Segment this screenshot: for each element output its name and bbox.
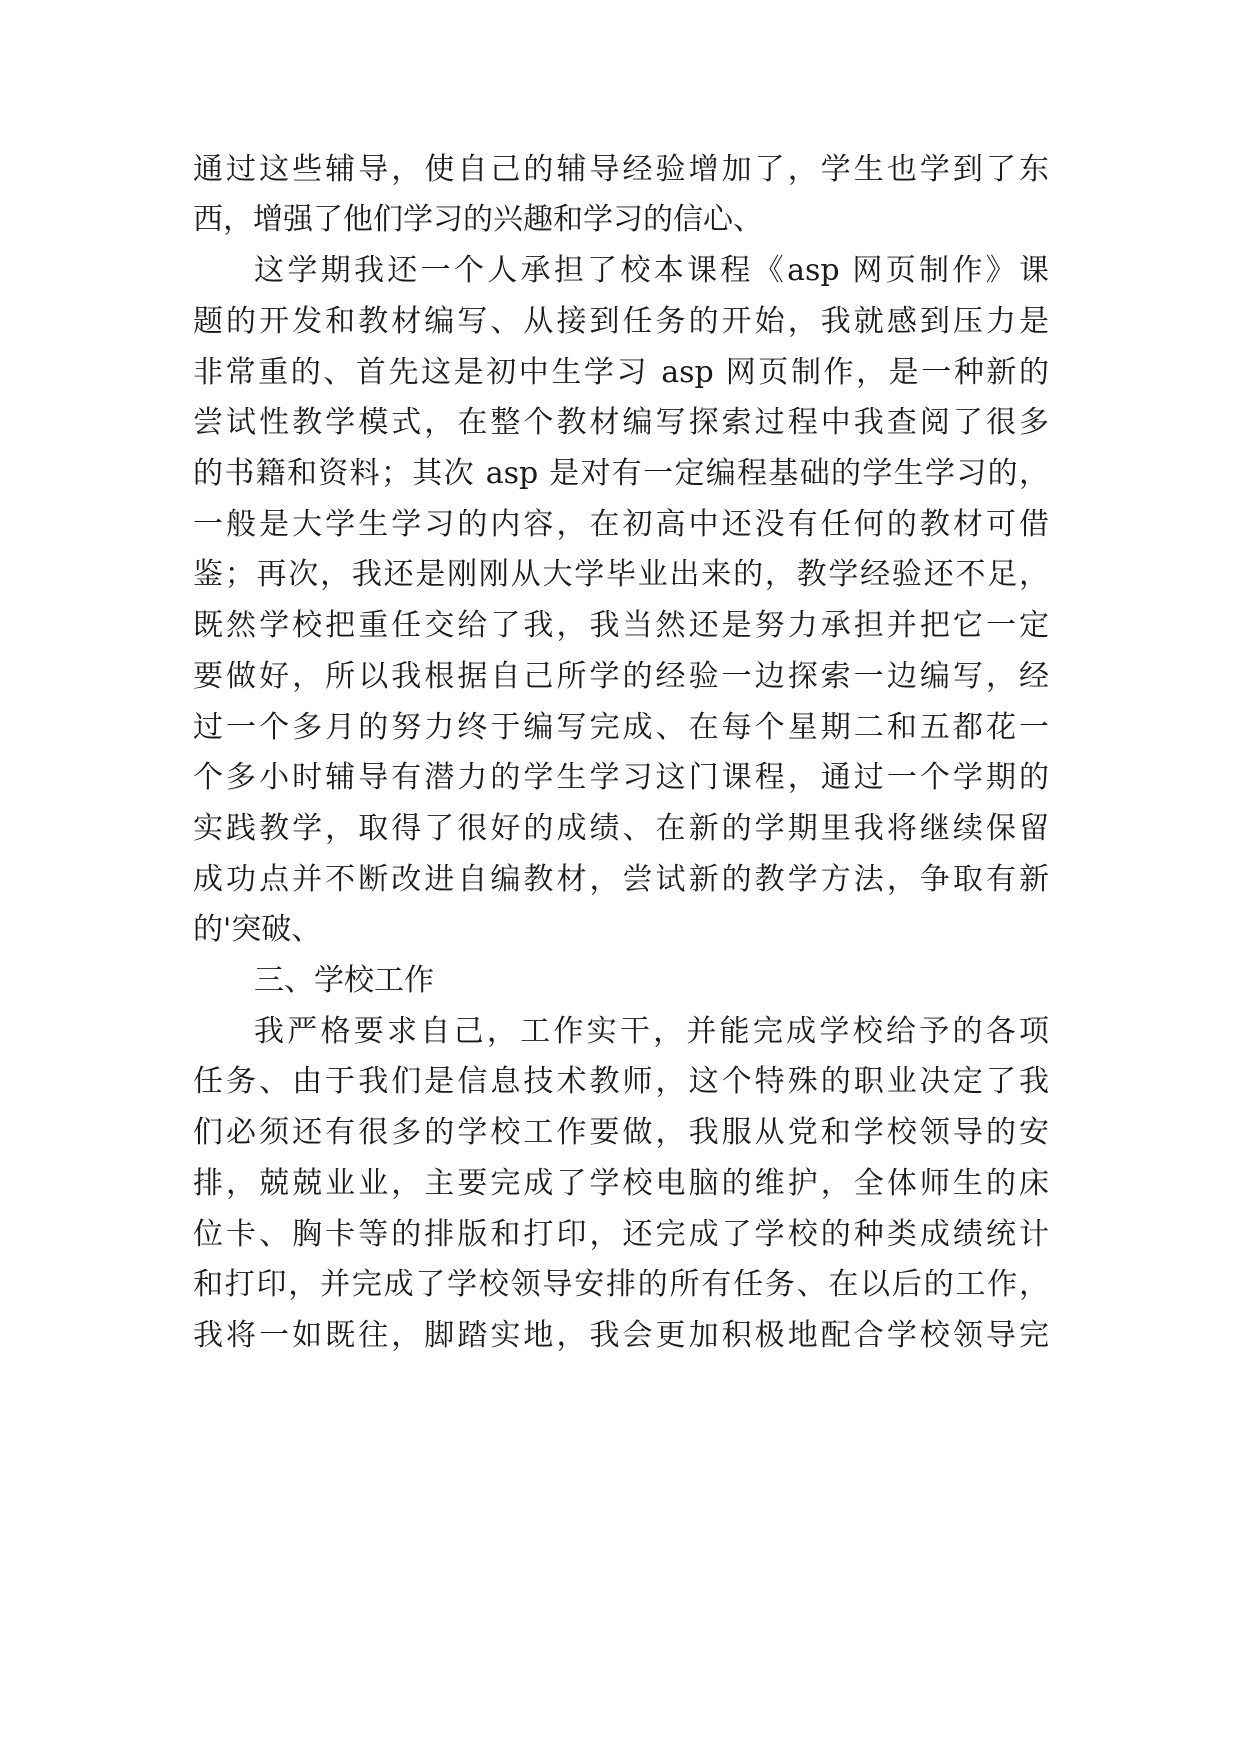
text-line: 通过这些辅导，使自己的辅导经验增加了，学生也学到了东 xyxy=(193,152,1049,187)
paragraph-first-line: 这学期我还一个人承担了校本课程《asp 网页制作》课 xyxy=(254,253,1049,288)
paragraph-first-line: 我严格要求自己，工作实干，并能完成学校给予的各项 xyxy=(254,1014,1049,1049)
text-line: 我将一如既往，脚踏实地，我会更加积极地配合学校领导完 xyxy=(193,1318,1049,1353)
text-line: 成功点并不断改进自编教材，尝试新的教学方法，争取有新 xyxy=(193,862,1049,897)
text-line: 非常重的、首先这是初中生学习 asp 网页制作，是一种新的 xyxy=(193,355,1049,390)
text-line: 要做好，所以我根据自己所学的经验一边探索一边编写，经 xyxy=(193,659,1049,694)
text-line: 实践教学，取得了很好的成绩、在新的学期里我将继续保留 xyxy=(193,811,1049,846)
text-line: 尝试性教学模式，在整个教材编写探索过程中我查阅了很多 xyxy=(193,405,1049,440)
text-line: 西，增强了他们学习的兴趣和学习的信心、 xyxy=(193,202,763,237)
text-line: 的书籍和资料；其次 asp 是对有一定编程基础的学生学习的， xyxy=(193,456,1049,491)
text-line: 和打印，并完成了学校领导安排的所有任务、在以后的工作， xyxy=(193,1267,1049,1302)
text-line: 既然学校把重任交给了我，我当然还是努力承担并把它一定 xyxy=(193,608,1049,643)
text-line: 任务、由于我们是信息技术教师，这个特殊的职业决定了我 xyxy=(193,1064,1049,1099)
text-line: 位卡、胸卡等的排版和打印，还完成了学校的种类成绩统计 xyxy=(193,1217,1049,1252)
text-line: 一般是大学生学习的内容，在初高中还没有任何的教材可借 xyxy=(193,507,1049,542)
text-line: 过一个多月的努力终于编写完成、在每个星期二和五都花一 xyxy=(193,710,1049,745)
text-line: 排，兢兢业业，主要完成了学校电脑的维护，全体师生的床 xyxy=(193,1166,1049,1201)
text-line: 鉴；再次，我还是刚刚从大学毕业出来的，教学经验还不足， xyxy=(193,557,1049,592)
text-line: 个多小时辅导有潜力的学生学习这门课程，通过一个学期的 xyxy=(193,760,1049,795)
text-line: 的'突破、 xyxy=(193,912,322,947)
text-line: 题的开发和教材编写、从接到任务的开始，我就感到压力是 xyxy=(193,304,1049,339)
text-line: 们必须还有很多的学校工作要做，我服从党和学校领导的安 xyxy=(193,1115,1049,1150)
section-heading: 三、学校工作 xyxy=(254,963,434,998)
